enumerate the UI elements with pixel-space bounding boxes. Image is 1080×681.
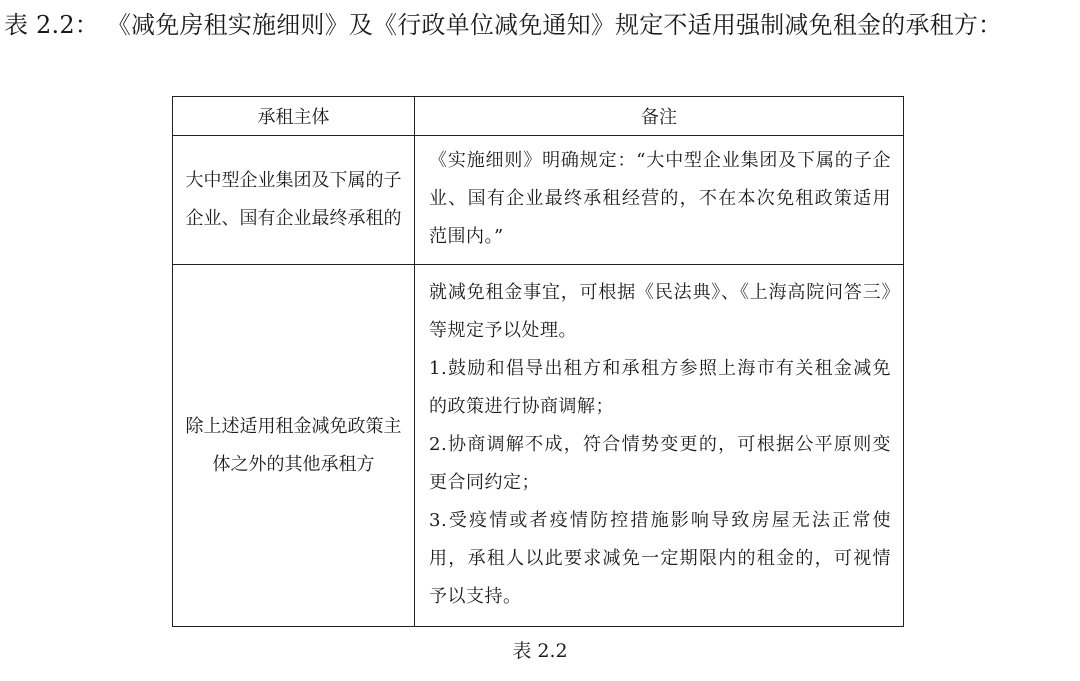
subject-cell: 大中型企业集团及下属的子企业、国有企业最终承租的 xyxy=(173,136,415,265)
table-header-row xyxy=(173,97,904,136)
header-notes: 备注 xyxy=(415,97,904,136)
rent-exemption-table xyxy=(172,96,904,627)
subject-cell: 除上述适用租金减免政策主体之外的其他承租方 xyxy=(173,265,415,627)
table-caption: 表 2.2 xyxy=(512,640,568,662)
table-row xyxy=(173,136,904,265)
note-paragraph: 2.协商调解不成，符合情势变更的，可根据公平原则变更合同约定； xyxy=(429,433,891,493)
note-paragraph: 就减免租金事宜，可根据《民法典》、《上海高院问答三》等规定予以处理。 xyxy=(429,281,891,341)
page-title: 表 2.2： 《减免房租实施细则》及《行政单位减免通知》规定不适用强制减免租金的承租方： xyxy=(4,11,1003,39)
table-row xyxy=(173,265,904,627)
note-paragraph: 1.鼓励和倡导出租方和承租方参照上海市有关租金减免的政策进行协商调解； xyxy=(429,357,891,417)
note-paragraph: 《实施细则》明确规定：“大中型企业集团及下属的子企业、国有企业最终承租经营的，不在本次免租政策适用范围内。” xyxy=(429,150,891,247)
notes-cell xyxy=(415,265,904,627)
note-paragraph: 3.受疫情或者疫情防控措施影响导致房屋无法正常使用，承租人以此要求减免一定期限内的租金的，可视情予以支持。 xyxy=(429,509,891,607)
header-subject: 承租主体 xyxy=(173,97,415,136)
notes-cell xyxy=(415,136,904,265)
